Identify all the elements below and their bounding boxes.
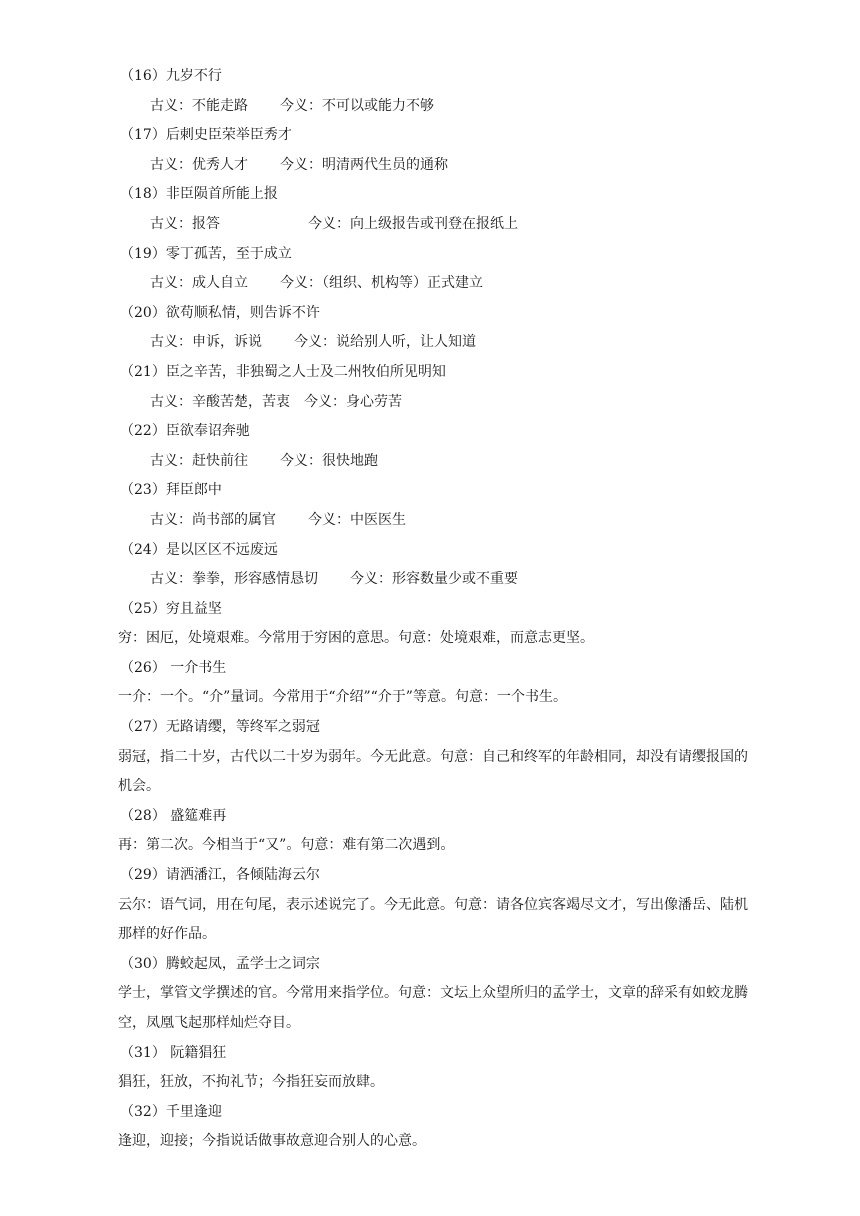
ancient-meaning: 古义：优秀人才 xyxy=(150,156,248,173)
entry-gloss xyxy=(118,210,758,240)
note-heading: （25）穷且益坚 xyxy=(120,600,222,617)
modern-meaning: 今义：身心劳苦 xyxy=(304,393,402,410)
note-body: 逢迎，迎接；今指说话做事故意迎合别人的心意。 xyxy=(118,1133,426,1150)
note-body: 一介：一个。“介”量词。今常用于“介绍”“介于”等意。句意：一个书生。 xyxy=(118,689,567,706)
entry-gloss xyxy=(118,328,758,358)
entry-heading: （19）零丁孤苦，至于成立 xyxy=(120,245,292,262)
entry-heading: （17）后刺史臣荣举臣秀才 xyxy=(120,127,292,144)
note-body: 云尔：语气词，用在句尾，表示述说完了。今无此意。句意：请各位宾客竭尽文才，写出像潘岳、陆机那样的好作品。 xyxy=(118,896,748,943)
note-30 xyxy=(118,950,758,1039)
modern-meaning: 今义：中医医生 xyxy=(308,511,406,528)
note-heading: （28） 盛筵难再 xyxy=(120,807,227,824)
note-25 xyxy=(118,595,758,654)
note-body: 弱冠，指二十岁，古代以二十岁为弱年。今无此意。句意：自己和终军的年龄相同，却没有请缨报国的机会。 xyxy=(118,748,748,795)
note-body: 穷：困厄，处境艰难。今常用于穷困的意思。句意：处境艰难，而意志更坚。 xyxy=(118,630,594,647)
note-29 xyxy=(118,861,758,950)
ancient-meaning: 古义：不能走路 xyxy=(150,97,248,114)
note-27 xyxy=(118,713,758,802)
entry-gloss xyxy=(118,92,758,122)
entry-20 xyxy=(118,299,758,358)
ancient-meaning: 古义：拳拳，形容感情恳切 xyxy=(150,571,318,588)
entry-22 xyxy=(118,417,758,476)
entry-19 xyxy=(118,240,758,299)
note-body: 再：第二次。今相当于“又”。句意：难有第二次遇到。 xyxy=(118,837,455,854)
note-26 xyxy=(118,654,758,713)
entry-gloss xyxy=(118,506,758,536)
entry-heading: （23）拜臣郎中 xyxy=(120,482,222,499)
note-heading: （27）无路请缨，等终军之弱冠 xyxy=(120,719,320,736)
entry-gloss xyxy=(118,565,758,595)
entry-gloss xyxy=(118,388,758,418)
entry-17 xyxy=(118,121,758,180)
document-page xyxy=(118,62,758,1157)
note-heading: （30）腾蛟起凤，孟学士之词宗 xyxy=(120,955,320,972)
entry-heading: （16）九岁不行 xyxy=(120,68,222,84)
entry-heading: （20）欲苟顺私情，则告诉不许 xyxy=(120,304,320,321)
ancient-meaning: 古义：尚书部的属官 xyxy=(150,511,276,528)
entry-16 xyxy=(118,62,758,121)
entry-24 xyxy=(118,536,758,595)
modern-meaning: 今义：（组织、机构等）正式建立 xyxy=(280,275,483,292)
modern-meaning: 今义：不可以或能力不够 xyxy=(280,97,434,114)
ancient-meaning: 古义：报答 xyxy=(150,215,220,232)
ancient-meaning: 古义：成人自立 xyxy=(150,275,248,292)
entry-gloss xyxy=(118,269,758,299)
entry-heading: （24）是以区区不远废远 xyxy=(120,541,278,558)
entry-heading: （18）非臣陨首所能上报 xyxy=(120,186,278,203)
note-body: 猖狂，狂放，不拘礼节；今指狂妄而放肆。 xyxy=(118,1074,384,1091)
note-body: 学士，掌管文学撰述的官。今常用来指学位。句意：文坛上众望所归的孟学士，文章的辞采有如蛟龙腾空，凤凰飞起那样灿烂夺目。 xyxy=(118,985,748,1031)
ancient-meaning: 古义：赶快前往 xyxy=(150,452,248,469)
note-heading: （29）请洒潘江，各倾陆海云尔 xyxy=(120,867,320,884)
entry-21 xyxy=(118,358,758,417)
note-heading: （32）千里逢迎 xyxy=(120,1103,222,1120)
modern-meaning: 今义：形容数量少或不重要 xyxy=(350,571,518,588)
note-heading: （26） 一介书生 xyxy=(120,659,227,676)
ancient-meaning: 古义：申诉，诉说 xyxy=(150,334,262,351)
entry-gloss xyxy=(118,151,758,181)
note-28 xyxy=(118,802,758,861)
modern-meaning: 今义：说给别人听，让人知道 xyxy=(294,334,476,351)
entry-18 xyxy=(118,180,758,239)
entry-heading: （22）臣欲奉诏奔驰 xyxy=(120,423,250,440)
note-32 xyxy=(118,1098,758,1157)
modern-meaning: 今义：明清两代生员的通称 xyxy=(280,156,448,173)
note-heading: （31） 阮籍猖狂 xyxy=(120,1044,227,1061)
entry-23 xyxy=(118,476,758,535)
note-31 xyxy=(118,1039,758,1098)
entry-gloss xyxy=(118,447,758,477)
ancient-meaning: 古义：辛酸苦楚，苦衷 xyxy=(150,393,290,410)
modern-meaning: 今义：向上级报告或刊登在报纸上 xyxy=(308,215,518,232)
entry-heading: （21）臣之辛苦，非独蜀之人士及二州牧伯所见明知 xyxy=(120,363,446,380)
modern-meaning: 今义：很快地跑 xyxy=(280,452,378,469)
